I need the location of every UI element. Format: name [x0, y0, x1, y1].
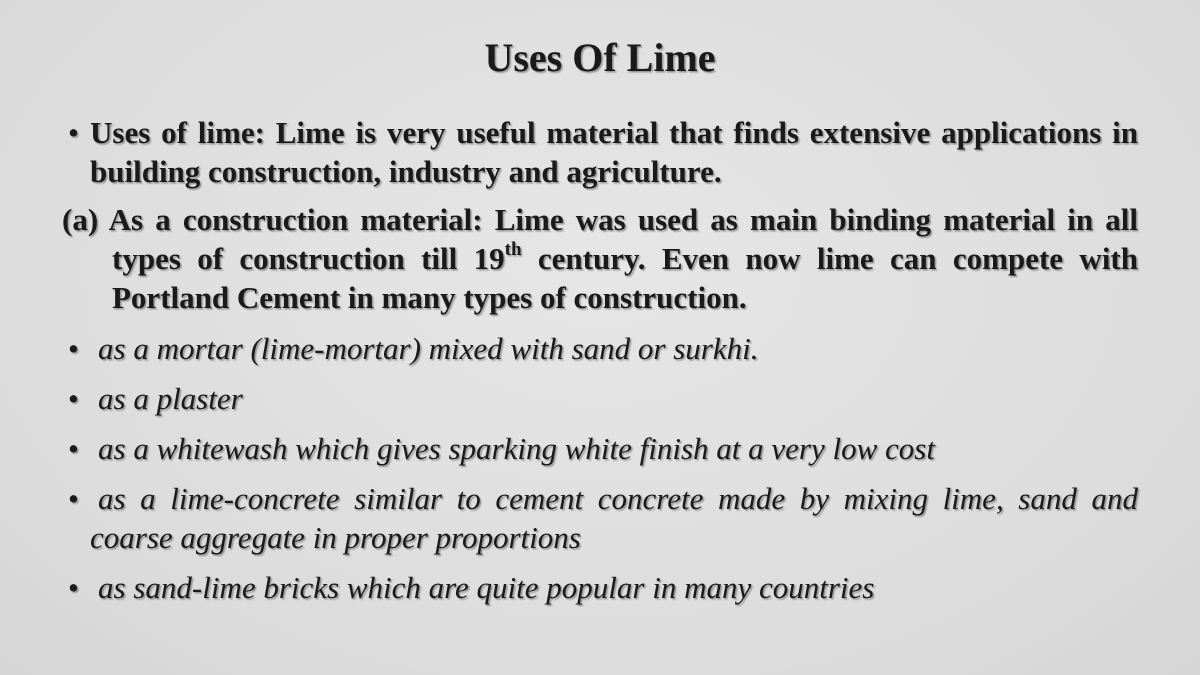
slide-content [62, 113, 1138, 618]
section-a-text-continued: century. Even now lime can compete with Portland Cement in many types of construction. [112, 241, 1138, 315]
section-a-paragraph [62, 200, 1138, 317]
list-item-text: as a plaster [98, 381, 243, 416]
slide-title: Uses Of Lime [484, 35, 716, 80]
list-item-text: as a whitewash which gives sparking white finish at a very low cost [98, 431, 935, 466]
list-item [62, 479, 1138, 557]
list-item-text: as a lime-concrete similar to cement concrete made by mixing lime, sand and coarse aggregate in proper proportions [90, 481, 1138, 555]
list-item-text: as a mortar (lime-mortar) mixed with sand or surkhi. [98, 331, 759, 366]
bullet-icon: • [68, 431, 79, 466]
bullet-icon: • [68, 381, 79, 416]
list-item [62, 379, 1138, 418]
superscript-th: th [504, 238, 522, 260]
section-a-text: (a) As a construction material: Lime was used as main binding material in all types of construction till 19 [62, 202, 1138, 276]
intro-text: Uses of lime: Lime is very useful material that finds extensive applications in building construction, industry and agriculture. [90, 115, 1138, 189]
list-item [62, 329, 1138, 368]
list-item-text: as sand-lime bricks which are quite popular in many countries [98, 570, 875, 605]
bullet-icon: • [68, 331, 79, 366]
intro-paragraph [62, 113, 1138, 191]
bullet-icon: • [68, 570, 79, 605]
list-item [62, 429, 1138, 468]
bullet-icon: • [68, 115, 79, 150]
bullet-icon: • [68, 481, 79, 516]
list-item [62, 568, 1138, 607]
uses-list [62, 329, 1138, 607]
